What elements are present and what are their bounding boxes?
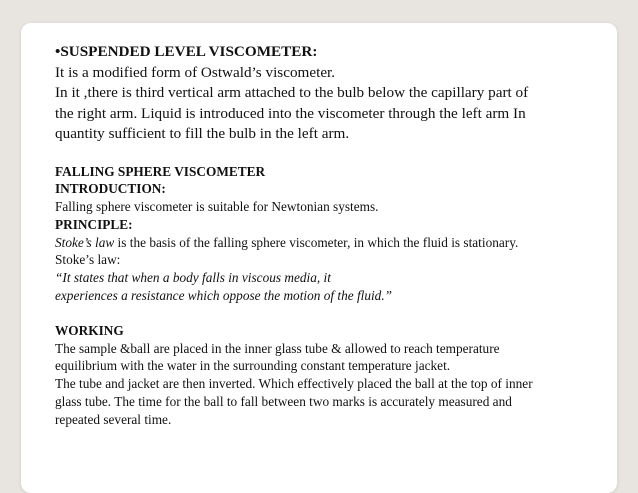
principle-heading: PRINCIPLE:: [55, 216, 133, 232]
falling-sphere-section: [55, 163, 627, 429]
working-heading: WORKING: [55, 322, 124, 338]
working-line: glass tube. The time for the ball to fall between two marks is accurately measured and: [55, 394, 512, 410]
spacer: [55, 305, 627, 322]
quote-line: “It states that when a body falls in viscous media, it: [55, 270, 331, 286]
principle-text: [55, 234, 627, 252]
text-line: the right arm. Liquid is introduced into the viscometer through the left arm In: [55, 104, 526, 122]
working-line: equilibrium with the water in the surrounding constant temperature jacket.: [55, 358, 451, 374]
text-line: It is a modified form of Ostwald’s viscometer.: [55, 63, 336, 81]
principle-rest: is the basis of the falling sphere viscometer, in which the fluid is stationary.: [114, 234, 519, 250]
suspended-level-section: [55, 42, 627, 145]
stokes-law-label: Stoke’s law:: [55, 252, 121, 268]
working-line: The tube and jacket are then inverted. Which effectively placed the ball at the top of inner: [55, 376, 533, 392]
stokes-law-term: Stoke’s law: [55, 234, 115, 250]
quote-line: experiences a resistance which oppose the motion of the fluid.”: [55, 288, 393, 304]
introduction-heading: INTRODUCTION:: [55, 181, 166, 197]
working-line: repeated several time.: [55, 411, 172, 427]
text-line: quantity sufficient to fill the bulb in the left arm.: [55, 125, 350, 142]
working-line: The sample &ball are placed in the inner glass tube & allowed to reach temperature: [55, 340, 500, 356]
text-line: In it ,there is third vertical arm attached to the bulb below the capillary part of: [55, 84, 529, 101]
introduction-text: Falling sphere viscometer is suitable for Newtonian systems.: [55, 199, 379, 215]
falling-sphere-heading: FALLING SPHERE VISCOMETER: [55, 163, 266, 179]
suspended-level-heading: •SUSPENDED LEVEL VISCOMETER:: [55, 43, 318, 60]
slide-content: [55, 42, 627, 429]
